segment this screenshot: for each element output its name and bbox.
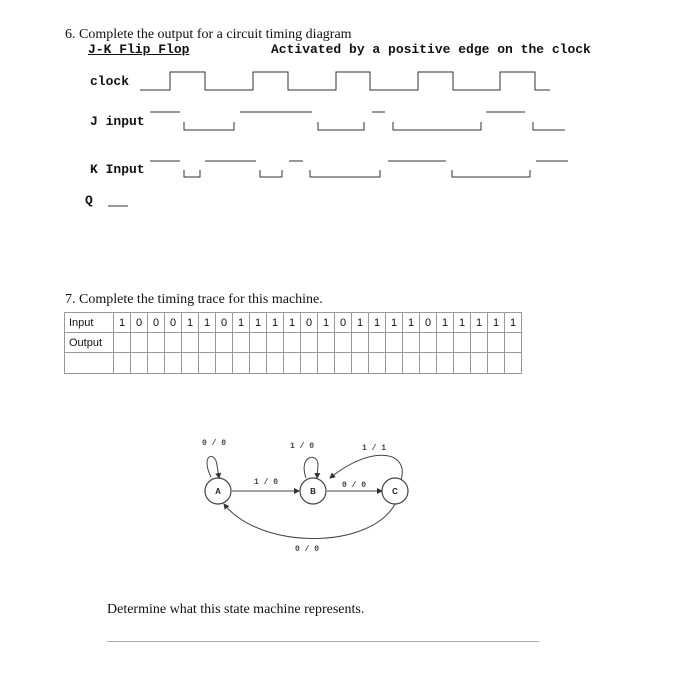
blank-cell[interactable] (148, 353, 165, 374)
input-cell: 1 (488, 313, 505, 333)
input-cell: 1 (454, 313, 471, 333)
output-cell[interactable] (505, 333, 522, 353)
input-cell: 1 (250, 313, 267, 333)
blank-cell[interactable] (420, 353, 437, 374)
j-input-signal-label: J input (90, 114, 145, 129)
blank-cell[interactable] (267, 353, 284, 374)
input-cell: 1 (267, 313, 284, 333)
blank-cell[interactable] (318, 353, 335, 374)
input-cell: 1 (284, 313, 301, 333)
output-cell[interactable] (335, 333, 352, 353)
input-cell: 1 (114, 313, 131, 333)
answer-line[interactable] (107, 641, 539, 642)
q-output-signal-label: Q (85, 193, 93, 208)
input-cell: 1 (199, 313, 216, 333)
input-cell: 0 (420, 313, 437, 333)
input-cell: 0 (148, 313, 165, 333)
transition-a-a-label: 0 / 0 (201, 439, 227, 448)
blank-cell[interactable] (182, 353, 199, 374)
transition-a-a-arc (207, 456, 219, 478)
output-cell[interactable] (148, 333, 165, 353)
question-6-title: 6. Complete the output for a circuit timing diagram (65, 27, 352, 42)
blank-cell[interactable] (352, 353, 369, 374)
input-cell: 1 (233, 313, 250, 333)
input-cell: 1 (403, 313, 420, 333)
input-cell: 1 (318, 313, 335, 333)
transition-c-a-arc (224, 504, 395, 539)
timing-trace-table (64, 312, 522, 374)
blank-cell[interactable] (505, 353, 522, 374)
output-cell[interactable] (165, 333, 182, 353)
k-input-signal-label: K Input (90, 162, 145, 177)
output-cell[interactable] (114, 333, 131, 353)
output-cell[interactable] (386, 333, 403, 353)
output-cell[interactable] (437, 333, 454, 353)
transition-c-b-arc (330, 455, 402, 480)
blank-cell[interactable] (488, 353, 505, 374)
blank-cell[interactable] (131, 353, 148, 374)
blank-cell[interactable] (403, 353, 420, 374)
j-input-waveform (150, 112, 565, 130)
transition-a-b-label: 1 / 0 (253, 478, 279, 487)
input-cell: 1 (505, 313, 522, 333)
blank-cell[interactable] (233, 353, 250, 374)
output-cell[interactable] (233, 333, 250, 353)
output-cell[interactable] (284, 333, 301, 353)
transition-b-b-label: 1 / 0 (289, 442, 315, 451)
state-a-label: A (215, 487, 221, 496)
transition-b-c-label: 0 / 0 (341, 481, 367, 490)
blank-cell[interactable] (454, 353, 471, 374)
output-cell[interactable] (318, 333, 335, 353)
output-cell[interactable] (131, 333, 148, 353)
positive-edge-note: Activated by a positive edge on the clock (271, 42, 591, 57)
output-cell[interactable] (471, 333, 488, 353)
timing-waveforms (0, 0, 700, 240)
transition-c-b-label: 1 / 1 (361, 444, 387, 453)
input-cell: 0 (131, 313, 148, 333)
output-cell[interactable] (250, 333, 267, 353)
output-cell[interactable] (216, 333, 233, 353)
input-cell: 1 (182, 313, 199, 333)
input-cell: 1 (352, 313, 369, 333)
blank-cell[interactable] (250, 353, 267, 374)
input-cell: 1 (369, 313, 386, 333)
state-c-label: C (392, 487, 398, 496)
output-cell[interactable] (403, 333, 420, 353)
output-cell[interactable] (301, 333, 318, 353)
question-7-title: 7. Complete the timing trace for this machine. (65, 292, 323, 307)
output-row-label: Output (65, 333, 114, 353)
input-row-label: Input (65, 313, 114, 333)
output-cell[interactable] (182, 333, 199, 353)
clock-signal-label: clock (90, 74, 130, 89)
output-cell[interactable] (267, 333, 284, 353)
output-cell[interactable] (352, 333, 369, 353)
clock-waveform (140, 72, 550, 90)
output-cell[interactable] (488, 333, 505, 353)
input-row (65, 313, 522, 333)
blank-cell[interactable] (199, 353, 216, 374)
blank-row (65, 353, 522, 374)
blank-cell[interactable] (284, 353, 301, 374)
output-cell[interactable] (369, 333, 386, 353)
state-machine-question: Determine what this state machine represents. (107, 602, 365, 617)
blank-cell[interactable] (369, 353, 386, 374)
output-cell[interactable] (454, 333, 471, 353)
k-input-waveform (150, 161, 568, 177)
output-cell[interactable] (420, 333, 437, 353)
input-cell: 0 (301, 313, 318, 333)
blank-cell[interactable] (216, 353, 233, 374)
state-machine-diagram (180, 430, 430, 570)
input-cell: 0 (165, 313, 182, 333)
input-cell: 1 (386, 313, 403, 333)
input-cell: 1 (437, 313, 454, 333)
transition-c-a-label: 0 / 0 (294, 545, 320, 554)
blank-cell[interactable] (335, 353, 352, 374)
input-cell: 0 (335, 313, 352, 333)
blank-cell[interactable] (437, 353, 454, 374)
blank-cell[interactable] (114, 353, 131, 374)
blank-cell[interactable] (165, 353, 182, 374)
state-b-label: B (310, 487, 316, 496)
jk-flip-flop-label: J-K Flip Flop (88, 42, 190, 57)
input-cell: 0 (216, 313, 233, 333)
blank-cell[interactable] (471, 353, 488, 374)
output-row (65, 333, 522, 353)
blank-cell[interactable] (386, 353, 403, 374)
output-cell[interactable] (199, 333, 216, 353)
blank-cell[interactable] (301, 353, 318, 374)
blank-row-label (65, 353, 114, 374)
transition-b-b-arc (304, 457, 318, 478)
input-cell: 1 (471, 313, 488, 333)
